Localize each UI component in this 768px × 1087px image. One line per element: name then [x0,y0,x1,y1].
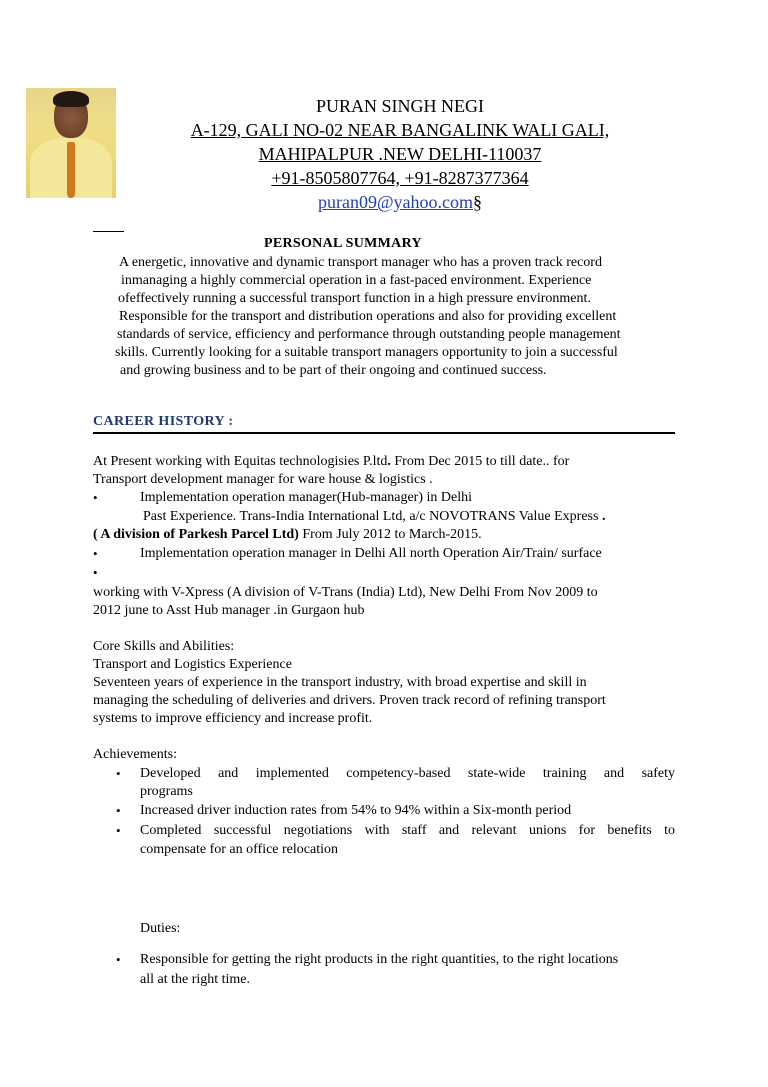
bullet: • [93,490,98,505]
summary-line: inmanaging a highly commercial operation in a fast-paced environment. Experience [121,273,592,288]
achievement-item-3-line-1: Completed successful negotiations with staff and relevant unions for benefits to [140,823,675,838]
core-skills-line: managing the scheduling of deliveries and drivers. Proven track record of refining transport [93,693,606,708]
achievement-item-2: Increased driver induction rates from 54% to 94% within a Six-month period [140,803,572,818]
bullet: • [116,803,121,818]
duties-heading: Duties: [140,921,181,936]
bullet: • [116,766,121,781]
photo-tie [67,142,75,198]
phone-numbers [120,167,680,189]
summary-line: Responsible for the transport and distribution operations and also for providing excellent [119,309,617,324]
past-experience-line [143,508,605,526]
vxpress-line-1: working with V-Xpress (A division of V-Trans (India) Ltd), New Delhi From Nov 2009 to [93,585,598,600]
address-line-1-text: A-129, GALI NO-02 NEAR BANGALINK WALI GALI, [190,120,610,140]
present-job-line-2: Transport development manager for ware house & logistics . [93,472,433,487]
email-link[interactable]: puran09@yahoo.com [317,192,474,212]
core-skills-heading: Core Skills and Abilities: [93,639,235,654]
address-line-2 [120,143,680,165]
past-experience-end: . [598,509,606,524]
summary-line: ofeffectively running a successful transport function in a high pressure environment. [118,291,591,306]
achievements-heading: Achievements: [93,747,177,762]
present-job-period: . [387,454,391,469]
short-divider [93,231,124,232]
address-line-1 [120,119,680,141]
candidate-name: PURAN SINGH NEGI [315,96,484,116]
core-skills-subheading: Transport and Logistics Experience [93,657,292,672]
bullet-item-hub-manager: Implementation operation manager(Hub-manager) in Delhi [140,490,472,505]
core-skills-line: Seventeen years of experience in the transport industry, with broad expertise and skill in [93,675,587,690]
vxpress-line-2: 2012 june to Asst Hub manager .in Gurgaon hub [93,603,365,618]
achievement-item-1-line-1: Developed and implemented competency-based state-wide training and safety [140,766,675,781]
email-line [120,191,680,213]
address-line-2-text: MAHIPALPUR .NEW DELHI-110037 [258,144,542,164]
present-job-line-1 [93,453,569,471]
bullet: • [116,952,121,967]
duty-item-1-line-2: all at the right time. [140,972,251,987]
summary-line: standards of service, efficiency and performance through outstanding people management [117,327,621,342]
present-job-dates: From Dec 2015 to till date.. for [390,454,570,469]
division-name: ( A division of Parkesh Parcel Ltd) [93,527,299,542]
email-suffix: § [473,192,483,212]
bullet-item-north-operation: Implementation operation manager in Delhi All north Operation Air/Train/ surface [140,546,602,561]
profile-photo [26,88,116,198]
achievement-item-3-line-2: compensate for an office relocation [140,842,338,857]
achievement-item-1-line-2: programs [140,784,193,799]
summary-line: and growing business and to be part of their ongoing and continued success. [120,363,547,378]
career-history-title: CAREER HISTORY : [93,414,234,429]
photo-hair [53,91,89,107]
duty-item-1-line-1: Responsible for getting the right products in the right quantities, to the right locations [140,952,619,967]
core-skills-line: systems to improve efficiency and increase profit. [93,711,373,726]
summary-title: PERSONAL SUMMARY [264,236,422,251]
division-dates: From July 2012 to March-2015. [298,527,482,542]
bullet: • [93,565,98,580]
present-job-company: At Present working with Equitas technologisies P.ltd [93,454,388,469]
bullet: • [93,546,98,561]
summary-line: A energetic, innovative and dynamic transport manager who has a proven track record [119,255,602,270]
past-experience-text: Past Experience. Trans-India International Ltd, a/c NOVOTRANS Value Express [143,509,599,524]
career-divider [93,432,675,434]
summary-line: skills. Currently looking for a suitable transport managers opportunity to join a successful [115,345,618,360]
bullet: • [116,823,121,838]
phone-numbers-text: +91-8505807764, +91-8287377364 [271,168,529,188]
division-line [93,526,482,544]
